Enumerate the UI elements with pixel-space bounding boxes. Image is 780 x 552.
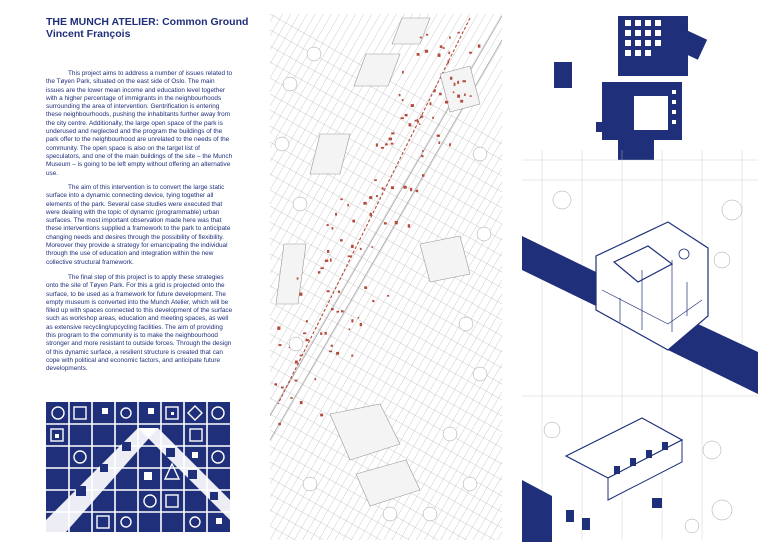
site-detail-mark <box>410 188 412 191</box>
site-detail-mark <box>440 45 443 48</box>
site-detail-mark <box>405 114 408 116</box>
site-detail-mark <box>442 47 444 49</box>
tree-icon <box>463 477 477 491</box>
site-detail-mark <box>295 361 298 364</box>
site-detail-mark <box>417 53 420 56</box>
museum-axonometric-column <box>522 10 758 542</box>
paragraph-2 <box>46 184 234 267</box>
site-detail-mark <box>391 132 394 134</box>
site-detail-mark <box>341 310 344 312</box>
site-detail-mark <box>325 332 327 335</box>
tree-icon <box>383 507 397 521</box>
tree-icon <box>473 367 487 381</box>
site-detail-mark <box>422 150 424 152</box>
paragraph-1-text: This project aims to address a number of issues related to the Tøyen Park, situated on the east side of Oslo. The main issues are the lower mean income and education level together with a higher percentage of immigrants in the neighbourhoods surrounding the area of intervention. Gentrification is entering these neighbourhoods, pushing the inhabitants further away from the city centre. Additionally, the large open space of the park is underused and neglected and the program the buildings of the park offer to the neighbourhood are unrelated to the needs of the community. The open space is also on the target list of speculators, and one of the main buildings of the site – the Munch Museum – is going to be left empty without offering an alternative use. <box>46 70 233 177</box>
site-detail-mark <box>457 95 460 98</box>
site-detail-mark <box>327 290 330 292</box>
paragraph-3-text: The final step of this project is to apply these strategies onto the site of Tøyen Park. For this a grid is projected onto the surface, to be used as a framework for future development. The empty museum is converted into the Munch Atelier, which will be filled up with spaces connected to this development of the surface such as workshop areas, education and meeting spaces, as well as extensive recycling/upcycling facilities. The aim of providing this program to the community is to make the neighbourhood stronger and more resistant to outside forces. Through the design of this dynamic surface, a resilient structure is created that can cope with political and economic factors, and anticipate future developments. <box>46 274 233 373</box>
tree-icon <box>473 147 487 161</box>
page-title: THE MUNCH ATELIER: Common Ground <box>46 16 249 28</box>
site-detail-mark <box>370 213 372 216</box>
tree-icon <box>289 337 303 351</box>
site-detail-mark <box>438 142 440 144</box>
site-detail-mark <box>325 260 328 262</box>
museum-axonometric-svg <box>522 10 758 542</box>
site-detail-mark <box>470 95 472 97</box>
site-detail-mark <box>411 104 414 107</box>
site-detail-mark <box>457 81 459 84</box>
site-detail-mark <box>399 94 401 96</box>
tree-icon <box>303 477 317 491</box>
author-name: Vincent François <box>46 28 131 40</box>
site-detail-mark <box>347 204 349 207</box>
grid-pattern-diagram <box>46 402 230 532</box>
site-detail-mark <box>329 351 332 353</box>
site-detail-mark <box>437 135 440 137</box>
site-detail-mark <box>279 344 282 346</box>
site-detail-mark <box>457 32 459 34</box>
site-detail-mark <box>376 195 378 197</box>
site-detail-mark <box>430 102 432 105</box>
site-detail-mark <box>416 190 419 192</box>
site-detail-mark <box>318 271 320 273</box>
site-detail-mark <box>403 186 406 189</box>
site-detail-mark <box>300 355 302 357</box>
site-detail-mark <box>358 317 360 319</box>
site-detail-mark <box>327 224 329 226</box>
paragraph-3 <box>46 274 234 374</box>
site-detail-mark <box>445 101 448 104</box>
museum-lower-axonometric <box>522 390 758 542</box>
grid-pattern-svg <box>46 402 230 532</box>
site-detail-mark <box>277 326 280 329</box>
site-detail-mark <box>391 186 394 189</box>
site-detail-mark <box>281 387 284 389</box>
site-detail-mark <box>415 120 417 122</box>
site-detail-mark <box>469 52 472 54</box>
site-detail-mark <box>290 397 292 399</box>
site-detail-mark <box>335 213 337 216</box>
site-detail-mark <box>363 202 366 205</box>
site-detail-mark <box>421 155 423 157</box>
site-detail-mark <box>449 36 451 38</box>
site-detail-mark <box>338 291 340 293</box>
site-detail-mark <box>464 93 466 96</box>
site-detail-mark <box>419 123 421 125</box>
site-detail-mark <box>402 71 404 74</box>
site-detail-mark <box>331 345 333 347</box>
site-detail-mark <box>460 100 463 103</box>
paragraph-1 <box>46 70 234 178</box>
site-detail-mark <box>303 332 306 334</box>
site-detail-mark <box>332 227 334 229</box>
site-detail-mark <box>360 248 362 250</box>
site-detail-mark <box>453 91 455 93</box>
tree-icon <box>459 317 473 331</box>
museum-floor-plan <box>554 16 707 160</box>
site-detail-mark <box>314 378 316 380</box>
site-detail-mark <box>434 89 436 92</box>
site-detail-mark <box>432 117 434 119</box>
site-detail-mark <box>420 115 423 117</box>
site-detail-mark <box>327 250 329 253</box>
tree-icon <box>293 197 307 211</box>
site-detail-mark <box>320 332 322 334</box>
site-detail-mark <box>306 339 308 341</box>
site-detail-mark <box>420 37 422 39</box>
site-detail-mark <box>306 320 308 322</box>
site-detail-mark <box>275 383 277 385</box>
site-detail-mark <box>372 300 374 302</box>
site-detail-mark <box>426 34 428 36</box>
site-detail-mark <box>352 220 355 223</box>
site-detail-mark <box>402 99 404 101</box>
site-detail-mark <box>425 50 428 53</box>
site-detail-mark <box>382 187 384 189</box>
site-detail-mark <box>299 293 302 296</box>
tree-icon <box>283 77 297 91</box>
axonometric-site-plan <box>270 14 502 540</box>
site-detail-mark <box>300 401 303 404</box>
site-detail-mark <box>331 308 334 310</box>
site-detail-mark <box>462 80 465 82</box>
tree-icon <box>443 427 457 441</box>
site-detail-mark <box>391 143 394 145</box>
site-detail-mark <box>449 143 451 146</box>
site-detail-mark <box>351 319 353 322</box>
site-detail-mark <box>320 414 323 417</box>
site-detail-mark <box>387 295 389 297</box>
site-detail-mark <box>409 123 412 126</box>
tree-icon <box>275 137 289 151</box>
site-detail-mark <box>384 222 387 224</box>
site-detail-mark <box>395 221 398 224</box>
site-detail-mark <box>360 323 362 326</box>
site-detail-mark <box>371 246 373 248</box>
site-plan-svg <box>270 14 502 540</box>
tree-icon <box>477 227 491 241</box>
site-detail-mark <box>422 174 424 177</box>
site-detail-mark <box>336 311 339 313</box>
paragraph-2-text: The aim of this intervention is to convert the large static surface into a dynamic connecting device, tying together all elements of the park. Several case studies were executed that were dealing with the topic of dynamic (programmable) urban surfaces. The most important observation made here was that these interventions supplied a framework to the park to anticipate changing needs and desires through the possibility of flexibility. Moreover they provide a strategy for emancipating the individual through the use of education and integration within the new collective structural framework. <box>46 184 231 266</box>
site-detail-mark <box>348 255 351 257</box>
site-detail-mark <box>450 77 452 80</box>
site-detail-mark <box>340 199 342 201</box>
site-detail-mark <box>417 119 419 122</box>
site-detail-mark <box>295 380 298 382</box>
title-block <box>46 16 248 40</box>
site-detail-mark <box>351 245 354 248</box>
site-detail-mark <box>389 138 392 141</box>
site-detail-mark <box>336 352 339 355</box>
tree-icon <box>423 507 437 521</box>
site-detail-mark <box>349 328 351 330</box>
site-detail-mark <box>381 147 384 149</box>
site-detail-mark <box>454 83 456 86</box>
site-detail-mark <box>374 179 377 181</box>
site-detail-mark <box>340 239 343 241</box>
site-detail-mark <box>351 355 353 357</box>
site-detail-mark <box>376 143 378 146</box>
site-detail-mark <box>364 286 367 289</box>
site-detail-mark <box>401 117 404 119</box>
site-detail-mark <box>448 60 450 63</box>
site-detail-mark <box>438 53 441 56</box>
site-detail-mark <box>478 44 481 47</box>
site-detail-mark <box>369 196 372 199</box>
site-detail-mark <box>297 277 299 279</box>
site-detail-mark <box>320 267 323 269</box>
tree-icon <box>307 47 321 61</box>
site-detail-mark <box>448 52 450 55</box>
site-detail-mark <box>385 143 388 145</box>
site-detail-mark <box>330 258 332 261</box>
museum-upper-axonometric <box>522 150 758 394</box>
site-detail-mark <box>439 93 442 95</box>
site-detail-mark <box>408 224 410 227</box>
site-detail-mark <box>278 423 281 425</box>
